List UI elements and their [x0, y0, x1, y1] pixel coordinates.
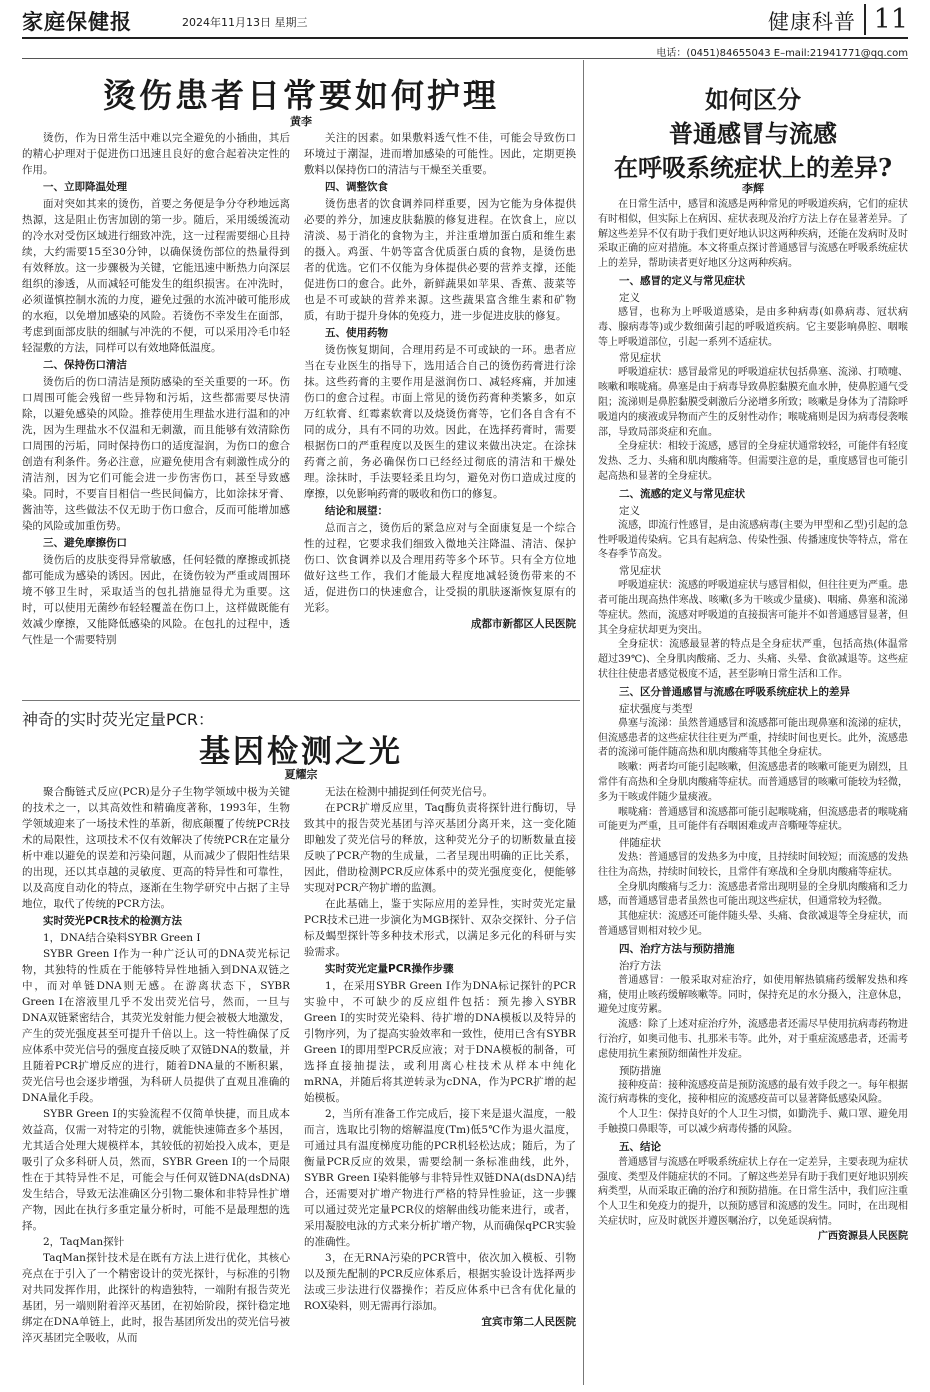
section-heading: 四、调整饮食: [325, 181, 388, 193]
page-number: 11: [864, 4, 908, 35]
paragraph: 烫伤，作为日常生活中难以完全避免的小插曲，其后的精心护理对于促进伤口迅速且良好的愈合起着决定性的作用。: [22, 132, 290, 176]
paragraph: 全身症状：流感最显著的特点是全身症状严重，包括高热(体温常超过39℃)、全身肌肉酸痛、乏力、头痛、头晕、食欲减退等。这些症状往往使患者感觉极度不适，甚至影响日常生活和工作。: [598, 639, 908, 680]
paper-name: 家庭保健报: [22, 9, 132, 34]
paragraph: 喉咙痛：普通感冒和流感都可能引起喉咙痛，但流感患者的喉咙痛可能更为严重，且可能伴有吞咽困难或声音嘶哑等症状。: [598, 806, 908, 833]
issue-date: 2024年11月13日 星期三: [182, 16, 308, 29]
paragraph: 发热：普通感冒的发热多为中度，且持续时间较短；而流感的发热往往为高热，持续时间较长，且常伴有寒战和全身肌肉酸痛等症状。: [598, 852, 908, 878]
article3-title-line-3: 在呼吸系统症状上的差异?: [613, 153, 893, 182]
section-heading: 实时荧光PCR技术的检测方法: [43, 915, 182, 927]
article2-title: 基因检测之光: [199, 734, 403, 770]
paragraph: 接种疫苗：接种流感疫苗是预防流感的最有效手段之一。每年根据流行病毒株的变化，接种相应的流感疫苗可以显著降低感染风险。: [598, 1079, 908, 1106]
paragraph: 呼吸道症状：感冒最常见的呼吸道症状包括鼻塞、流涕、打喷嚏、咳嗽和喉咙痛。鼻塞是由于病毒导致鼻腔黏膜充血水肿，使鼻腔通气受阻；流涕则是鼻腔黏膜受刺激后分泌增多所致；咳嗽是身体为了清除呼吸道内的痰液或异物而产生的反射性动作；喉咙痛则是因为病毒侵袭喉部，导致局部炎症和充血。: [598, 367, 908, 438]
article3: [598, 70, 908, 1382]
author-affiliation: 广西资源县人民医院: [818, 1230, 908, 1242]
section-heading: 四、治疗方法与预防措施: [619, 942, 735, 955]
contact-info: 电话：(0451)84655043 E–mail:21941771@qq.com: [656, 48, 908, 59]
paragraph: 普通感冒：一般采取对症治疗，如使用解热镇痛药缓解发热和疼痛，使用止咳药缓解咳嗽等。同时，保持充足的水分摄入，注意休息，避免过度劳累。: [598, 974, 908, 1016]
paragraph: 个人卫生：保持良好的个人卫生习惯，如勤洗手、戴口罩、避免用手触摸口鼻眼等，可以减少病毒传播的风险。: [598, 1109, 908, 1136]
subheading: 伴随症状: [619, 837, 661, 850]
paragraph: 2，TaqMan探针: [43, 1236, 125, 1248]
article1-title: 烫伤患者日常要如何护理: [103, 76, 499, 115]
article3-title-line-1: 如何区分: [705, 85, 801, 114]
paragraph: 鼻塞与流涕：虽然普通感冒和流感都可能出现鼻塞和流涕的症状，但流感患者的这些症状往往更为严重，持续时间也更长。此外，流感患者的流涕可能伴随高热和肌肉酸痛等其他全身症状。: [598, 717, 908, 759]
subheading: 治疗方法: [619, 959, 661, 972]
author-affiliation: 宜宾市第二人民医院: [481, 1316, 576, 1328]
column-divider: [583, 60, 584, 1385]
article2-column-2: [304, 784, 576, 1384]
article-divider: [22, 700, 580, 701]
section-heading: 五、结论: [619, 1140, 661, 1153]
section-heading: 一、立即降温处理: [43, 181, 127, 193]
paragraph: 无法在检测中捕捉到任何荧光信号。: [325, 786, 493, 798]
section-heading: 实时荧光定量PCR操作步骤: [325, 963, 454, 975]
author-affiliation: 成都市新都区人民医院: [471, 618, 576, 630]
paragraph: TaqMan探针技术是在既有方法上进行优化，其核心亮点在于引入了一个精密设计的荧光探针，与标准的引物对共同发挥作用，此探针的构造独特，一端附有报告荧光基团，另一端则附着淬灭基团，在初始阶段，探针稳定地绑定在DNA单链上，此时，报告基团所发出的荧光信号被淬灭基团完全吸收，从而: [22, 1252, 290, 1344]
paragraph: 2，当所有准备工作完成后，接下来是退火温度，一般而言，选取比引物的熔解温度(Tm)低5℃作为退火温度，可通过具有温度梯度功能的PCR机轻松达成；随后，为了衡量PCR反应的效果，需要绘制一条标准曲线，此外，SYBR Green I染料能够与非特异性双链DNA(dsDNA)结合，还需要对扩增产物进行严格的特异性验证，这一步骤可以通过荧光定量PCR仪的熔解曲线功能来进行，或者，采用凝胶电泳的方式来分析扩增产物，从而确保qPCR实验的准确性。: [304, 1108, 576, 1248]
subheading: 症状强度与类型: [619, 702, 693, 715]
paragraph: 烫伤患者的饮食调养同样重要，因为它能为身体提供必要的养分，加速皮肤黏膜的修复进程。在饮食上，应以清淡、易于消化的食物为主，并注重增加蛋白质和维生素的摄入。鸡蛋、牛奶等富含优质蛋白质的食物，是烫伤患者的优选。它们不仅能为身体提供必要的营养支撑，还能促进伤口的愈合。此外，新鲜蔬果如苹果、香蕉、菠菜等也是不可或缺的营养来源。这些蔬果富含维生素和矿物质，有助于提升身体的免疫力，进一步促进皮肤的修复。: [304, 198, 576, 322]
section-heading: 三、区分普通感冒与流感在呼吸系统症状上的差异: [619, 685, 850, 698]
article1-author: 黄李: [290, 115, 312, 128]
section-heading: 三、避免摩擦伤口: [43, 537, 127, 549]
article2-author: 夏耀宗: [284, 768, 318, 781]
paragraph: 关注的因素。如果敷料透气性不佳，可能会导致伤口环境过于潮湿，进而增加感染的可能性。因此，定期更换敷料以保持伤口的清洁与干燥至关重要。: [304, 132, 576, 176]
subheading: 定义: [619, 504, 640, 517]
paragraph: 1，DNA结合染料SYBR Green I: [43, 932, 201, 944]
paragraph: 1，在采用SYBR Green I作为DNA标记探针的PCR实验中，不可缺少的反应组件包括：预先掺入SYBR Green I的实时荧光染料、待扩增的DNA模板以及特异的引物序列，为了提高实验效率和一致性，使用已含有SYBR Green I的即用型PCR反应液；对于DNA模板的制备，可选择直接抽提法，或利用离心柱技术从样本中纯化mRNA，并随后将其逆转录为cDNA，作为PCR扩增的起始模板。: [304, 980, 576, 1104]
section-heading: 二、流感的定义与常见症状: [619, 487, 745, 500]
paragraph: 聚合酶链式反应(PCR)是分子生物学领域中极为关键的技术之一，以其高效性和精确度著称，1993年，生物学领域迎来了一场技术性的革新，彻底颠覆了传统PCR技术的局限性，这项技术不仅有效解决了传统PCR在定量分析中难以避免的误差和污染问题，从而减少了假阳性结果的出现，还以其卓越的灵敏度、更高的特异性和可靠性，以及高度自动化的特点，逐渐在生物学研究中占据了主导地位，取代了传统的PCR方法。: [22, 786, 290, 910]
paragraph: 咳嗽：两者均可能引起咳嗽，但流感患者的咳嗽可能更为剧烈，且常伴有高热和全身肌肉酸痛等症状。而普通感冒的咳嗽可能较为轻微，多为干咳或伴随少量痰液。: [598, 762, 908, 803]
article3-title-line-2: 普通感冒与流感: [669, 119, 837, 148]
paragraph: 在日常生活中，感冒和流感是两种常见的呼吸道疾病，它们的症状有时相似，但实际上在病因、症状表现及治疗方法上存在显著差异。了解这些差异不仅有助于我们更好地认识这两种疾病，还能在发病时及时采取正确的应对措施。本文将重点探讨普通感冒与流感在呼吸系统症状上的差异，帮助读者更好地区分这两种疾病。: [598, 199, 908, 270]
section-heading: 二、保持伤口清洁: [43, 359, 127, 371]
article1-column-1: [22, 130, 290, 696]
paragraph: SYBR Green I作为一种广泛认可的DNA荧光标记物，其独特的性质在于能够特异性地插入到DNA双链之中，而对单链DNA则无感。在游离状态下，SYBR Green I在溶液里几乎不发出荧光信号，然而，一旦与DNA双链紧密结合，其荧光发射能力便会被极大地激发，产生的荧光强度甚至可提升千倍以上。这一特性确保了反应体系中荧光信号的强度直接反映了双链DNA的数量，并且随着PCR扩增反应的进行，随着DNA量的不断积累，荧光信号也会逐步增强，为科研人员提供了直观且准确的DNA量化手段。: [22, 948, 290, 1104]
paragraph: 面对突如其来的烫伤，首要之务便是争分夺秒地远离热源，这是阻止伤害加剧的第一步。随后，采用缓缓流动的冷水对受伤区域进行细致冲洗，这一过程需要细心且持续，大约需要15至30分钟，以确保烫伤部位的热量得到有效释放。这一步骤极为关键，它能迅速中断热力向深层组织的渗透，从而减轻可能发生的组织损害。在冲洗时，必须谨慎控制水流的力度，避免过强的水流冲破可能形成的水疱，以免增加感染的风险。若烫伤不幸发生在面部，考虑到面部皮肤的细腻与冲洗的不便，可以采用冷毛巾轻轻湿敷的方法，同样可以有效地降低温度。: [22, 198, 290, 354]
header-rule: [22, 58, 908, 59]
paragraph: 普通感冒与流感在呼吸系统症状上存在一定差异，主要表现为症状强度、类型及伴随症状的不同。了解这些差异有助于我们更好地识别疾病类型，从而采取正确的治疗和预防措施。在日常生活中，我们应注重个人卫生和免疫力的提升，以预防感冒和流感的发生。同时，在出现相关症状时，应及时就医并遵医嘱治疗，以免延误病情。: [598, 1156, 908, 1228]
paragraph: 在此基础上，鉴于实际应用的差异性，实时荧光定量PCR技术已进一步演化为MGB探针、双杂交探针、分子信标及蝎型探针等多种技术形式，以满足多元化的科研与实验需求。: [304, 898, 576, 958]
paragraph: 烫伤后的皮肤变得异常敏感，任何轻微的摩擦或抓挠都可能成为感染的诱因。因此，在烫伤较为严重或周围环境不够卫生时，采取适当的包扎措施显得尤为重要。这时，可以使用无菌纱布轻轻覆盖在伤口上，这样做既能有效减少摩擦，又能降低感染的风险。在包扎的过程中，透气性是一个需要特别: [22, 554, 290, 646]
section-heading: 结论和展望：: [325, 505, 388, 517]
paragraph: 流感：除了上述对症治疗外，流感患者还需尽早使用抗病毒药物进行治疗，如奥司他韦、扎那米韦等。此外，对于重症流感患者，还需考虑使用抗生素预防细菌性并发症。: [598, 1019, 908, 1060]
article2-kicker: 神奇的实时荧光定量PCR：: [22, 710, 214, 729]
paragraph: 其他症状：流感还可能伴随头晕、头痛、食欲减退等全身症状，而普通感冒则相对较少见。: [598, 911, 908, 938]
paragraph: 呼吸道症状：流感的呼吸道症状与感冒相似，但往往更为严重。患者可能出现高热伴寒战、咳嗽(多为干咳或少量痰)、咽痛、鼻塞和流涕等症状。然而，流感对呼吸道的直接损害可能并不如普通感冒显著，但其全身症状却更为突出。: [598, 580, 908, 636]
masthead: [22, 6, 908, 36]
paragraph: 3，在无RNA污染的PCR管中，依次加入模板、引物以及预先配制的PCR反应体系后，根据实验设计选择两步法或三步法进行仪器操作；若反应体系中已含有优化量的ROX染料，则无需再行添加。: [304, 1252, 576, 1312]
masthead-rule: [22, 37, 908, 39]
section-name: 健康科普: [768, 10, 856, 34]
subheading: 常见症状: [619, 565, 661, 578]
subheading: 常见症状: [619, 352, 661, 365]
paragraph: 流感，即流行性感冒，是由流感病毒(主要为甲型和乙型)引起的急性呼吸道传染病。它具有起病急、传染性强、传播速度快等特点，常在冬春季节高发。: [598, 519, 908, 561]
paragraph: SYBR Green I的实验流程不仅简单快捷，而且成本效益高，仅需一对特定的引物，就能快速筛查多个基因，尤其适合处理大规模样本，其较低的初始投入成本，更是吸引了众多科研人员，然而，SYBR Green I的一个局限性在于其特异性不足，可能会与任何双链DNA(dsDNA)发生结合，导致无法准确区分引物二聚体和非特异性扩增产物，因此在执行多重定量分析时，可能不是最理想的选择。: [22, 1108, 290, 1232]
paragraph: 在PCR扩增反应里，Taq酶负责将探针进行酶切，导致其中的报告荧光基团与淬灭基团分离开来，这一变化随即触发了荧光信号的释放，这种荧光分子的切断数量直接反映了PCR产物的生成量，二者呈现出明确的正比关系，因此，借助检测PCR反应体系中的荧光强度变化，便能够实现对PCR产物扩增的监测。: [304, 802, 576, 894]
article1-column-2: [304, 130, 576, 696]
paragraph: 全身症状：相较于流感，感冒的全身症状通常较轻，可能伴有轻度发热、乏力、头痛和肌肉酸痛等。但需要注意的是，重度感冒也可能引起高热和显著的全身症状。: [598, 441, 908, 482]
article3-body: [598, 198, 908, 1382]
paragraph: 烫伤恢复期间，合理用药是不可或缺的一环。患者应当在专业医生的指导下，选用适合自己的烫伤药膏进行涂抹。这些药膏的主要作用是滋润伤口、减轻疼痛，并加速伤口的愈合过程。市面上常见的烫伤药膏种类繁多，如京万红软膏、红霉素软膏以及烧烫伤膏等，它们各自含有不同的成分，具有不同的功效。因此，在选择药膏时，需要根据伤口的严重程度以及医生的建议来做出决定。在涂抹药膏之前，务必确保伤口已经经过彻底的清洁和干燥处理。涂抹时，手法要轻柔且均匀，避免对伤口造成过度的摩擦，以免影响药膏的吸收和伤口的修复。: [304, 344, 576, 500]
section-heading: 五、使用药物: [325, 327, 388, 339]
subheading: 定义: [619, 291, 640, 304]
subheading: 预防措施: [619, 1064, 661, 1077]
article3-author: 李辉: [742, 182, 764, 195]
section-heading: 一、感冒的定义与常见症状: [619, 274, 745, 287]
paragraph: 感冒，也称为上呼吸道感染，是由多种病毒(如鼻病毒、冠状病毒、腺病毒等)或少数细菌引起的呼吸道疾病。它主要影响鼻腔、咽喉等上呼吸道部位，引起一系列不适症状。: [598, 306, 908, 348]
paragraph: 总而言之，烫伤后的紧急应对与全面康复是一个综合性的过程，它要求我们细致入微地关注降温、清洁、保护伤口、饮食调养以及合理用药等多个环节。只有全方位地做好这些工作，我们才能最大程度地减轻烫伤带来的不适，促进伤口的快速愈合，让受损的肌肤逐渐恢复原有的光彩。: [304, 522, 576, 614]
paragraph: 全身肌肉酸痛与乏力：流感患者常出现明显的全身肌肉酸痛和乏力感，而普通感冒患者虽然也可能出现这些症状，但通常较为轻微。: [598, 881, 908, 908]
paragraph: 烫伤后的伤口清洁是预防感染的至关重要的一环。伤口周围可能会残留一些异物和污垢，这些都需要尽快清除，以避免感染的风险。推荐使用生理盐水进行温和的冲洗，因为生理盐水不仅温和无刺激，而且能够有效清除伤口周围的污垢，同时保持伤口的适度湿润，为伤口的愈合创造有利条件。务必注意，应避免使用含有刺激性成分的清洁剂，因为它们可能会进一步伤害伤口，甚至导致感染。同时，不要盲目相信一些民间偏方，比如涂抹牙膏、酱油等，这些做法不仅无助于伤口愈合，反而可能增加感染的风险或加重伤势。: [22, 376, 290, 532]
article2-column-1: [22, 784, 290, 1384]
